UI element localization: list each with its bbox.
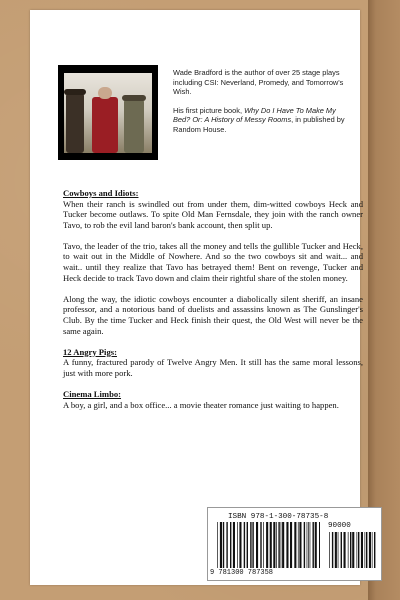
author-bio-paragraph: Wade Bradford is the author of over 25 stage plays including CSI: Neverland, Promedy, and Tomorrow's Wish. [173, 68, 344, 97]
ean-barcode-bars [216, 522, 320, 568]
barcode-digits: 9 781300 787358 [210, 569, 274, 577]
play-title: 12 Angry Pigs: [63, 346, 117, 357]
back-cover-page [30, 10, 363, 585]
bio-text: His first picture book, [173, 105, 245, 115]
price-code: 90000 [328, 522, 351, 530]
author-bio-book-paragraph [173, 106, 353, 135]
play-descriptions [63, 188, 363, 421]
book-title: Why Do I Have To Make My Bed? Or: A History of Messy Rooms [173, 105, 336, 125]
addon-barcode-bars [328, 532, 376, 568]
play-synopsis: A boy, a girl, and a box office... a movie theater romance just waiting to happen. [63, 399, 339, 410]
photo-figure-center-red [92, 97, 118, 153]
isbn-barcode [207, 507, 382, 581]
play-synopsis: Along the way, the idiotic cowboys encounter a diabolically silent sheriff, an insane professor, and a notorious band of duelists and assassins known as The Gunslinger's Club. By the time Tucker and Heck finish their quest, the Old West will never be the same again. [63, 293, 363, 336]
isbn-number: ISBN 978-1-300-78735-8 [228, 513, 329, 521]
photo-figure-right-hat [122, 95, 146, 101]
play-title: Cinema Limbo: [63, 388, 122, 399]
photo-figure-center-head [98, 87, 112, 99]
photo-figure-right [124, 99, 144, 153]
photo-figure-left [66, 93, 84, 153]
photo-figure-left-hat [64, 89, 86, 95]
play-synopsis: A funny, fractured parody of Twelve Angry Men. It still has the same moral lessons, just with more pork. [63, 357, 363, 378]
bio-text: , in published by Random House. [173, 115, 345, 134]
play-synopsis: When their ranch is swindled out from under them, dim-witted cowboys Heck and Tucker become outlaws. To spite Old Man Fernsdale, they join with the ranch owner Tavo, to rob the evil land baron's bank account, then split up. [63, 198, 363, 230]
play-title: Cowboys and Idiots: [63, 188, 139, 198]
play-synopsis: Tavo, the leader of the trio, takes all the money and tells the gullible Tucker and Heck, to wait out in the Middle of Nowhere. And so the two cowboys sit and wait... and wait.. until they realize that Tavo has betrayed them! Bent on revenge, Tucker and Heck decide to track Tavo down and claim their rightful share of the stolen money. [63, 240, 363, 283]
author-photo [58, 65, 158, 160]
author-bio [173, 68, 353, 144]
